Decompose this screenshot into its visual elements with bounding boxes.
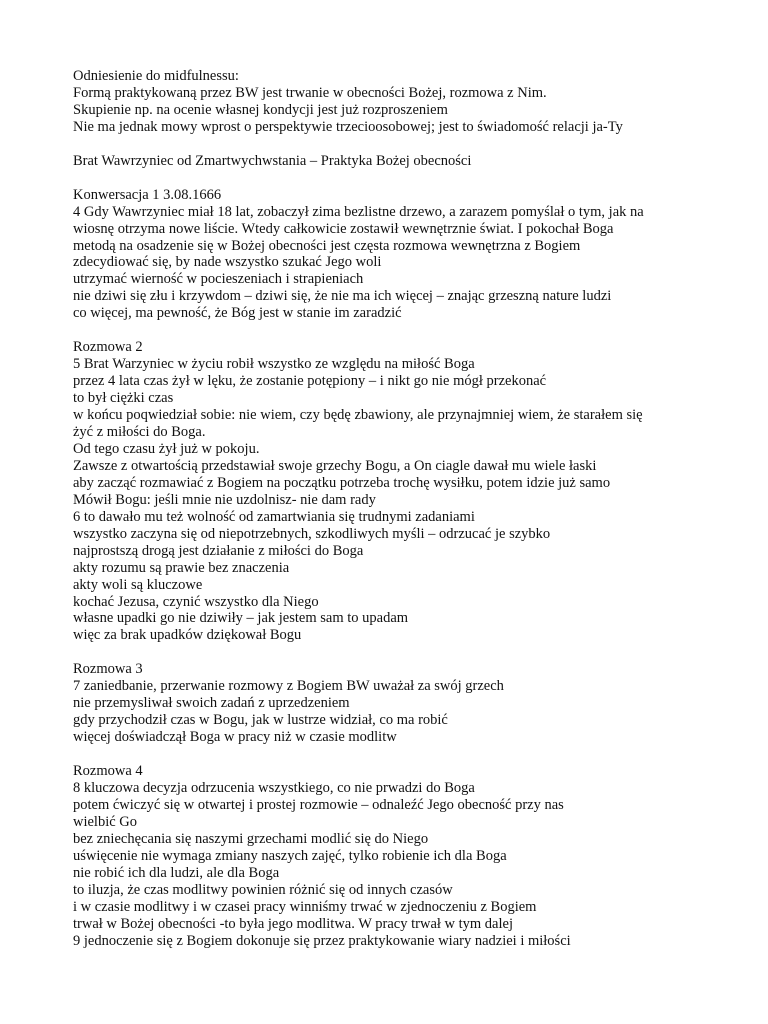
text-line: Zawsze z otwartością przedstawiał swoje grzechy Bogu, a On ciagle dawał mu wiele łaski	[73, 457, 597, 474]
text-line: co więcej, ma pewność, że Bóg jest w stanie im zaradzić	[73, 305, 402, 322]
text-line: Mówił Bogu: jeśli mnie nie uzdolnisz- nie dam rady	[73, 491, 376, 508]
paragraph	[73, 153, 713, 170]
paragraph-first-line: Rozmowa 3	[73, 661, 143, 678]
text-line: własne upadki go nie dziwiły – jak jestem sam to upadam	[73, 610, 409, 627]
text-line: gdy przychodził czas w Bogu, jak w lustrze widział, co ma robić	[73, 712, 448, 729]
text-line: uświęcenie nie wymaga zmiany naszych zajęć, tylko robienie ich dla Boga	[73, 847, 507, 864]
paragraph	[73, 187, 713, 323]
text-line: akty rozumu są prawie bez znaczenia	[73, 559, 290, 576]
text-line: więcej doświadczął Boga w pracy niż w czasie modlitw	[73, 729, 397, 746]
text-line: w końcu poqwiedział sobie: nie wiem, czy będę zbawiony, ale przynajmniej wiem, że starałem się	[73, 407, 643, 424]
text-line: żyć z miłości do Boga.	[73, 423, 206, 440]
paragraph-gap	[73, 746, 713, 763]
paragraph	[73, 763, 713, 949]
text-line: nie dziwi się złu i krzywdom – dziwi się, że nie ma ich więcej – znając grzeszną nature ludzi	[73, 288, 612, 305]
paragraph	[73, 339, 713, 644]
text-line: to był ciężki czas	[73, 390, 174, 407]
paragraph-first-line: Odniesienie do midfulnessu:	[73, 68, 239, 84]
paragraph	[73, 68, 713, 136]
text-line: 6 to dawało mu też wolność od zamartwiania się trudnymi zadaniami	[73, 508, 475, 525]
text-line: nie robić ich dla ludzi, ale dla Boga	[73, 864, 280, 881]
paragraph-gap	[73, 136, 713, 153]
text-line: aby zacząć rozmawiać z Bogiem na początku potrzeba trochę wysiłku, potem idzie już samo	[73, 474, 611, 491]
text-line: trwał w Bożej obecności -to była jego modlitwa. W pracy trwał w tym dalej	[73, 915, 513, 932]
text-line: Nie ma jednak mowy wprost o perspektywie trzecioosobowej; jest to świadomość relacji ja-Ty	[73, 118, 623, 135]
text-line: najprostszą drogą jest działanie z miłości do Boga	[73, 542, 364, 559]
text-line: zdecydiować się, by nade wszystko szukać Jego woli	[73, 254, 382, 271]
paragraph-first-line: Brat Wawrzyniec od Zmartwychwstania – Praktyka Bożej obecności	[73, 152, 472, 169]
text-line: Od tego czasu żył już w pokoju.	[73, 440, 260, 457]
text-line: potem ćwiczyć się w otwartej i prostej rozmowie – odnaleźć Jego obecność przy nas	[73, 796, 564, 813]
text-line: wielbić Go	[73, 813, 138, 830]
text-line: wiosnę otrzyma nowe liście. Wtedy całkowicie zostawił wewnętrznie świat. I pokochał Boga	[73, 220, 614, 237]
paragraph-gap	[73, 644, 713, 661]
text-line: nie przemysliwał swoich zadań z uprzedzeniem	[73, 695, 350, 712]
text-line: 5 Brat Warzyniec w życiu robił wszystko ze względu na miłość Boga	[73, 356, 475, 373]
text-line: wszystko zaczyna się od niepotrzebnych, szkodliwych myśli – odrzucać je szybko	[73, 525, 551, 542]
text-line: to iluzja, że czas modlitwy powinien różnić się od innych czasów	[73, 881, 453, 898]
text-line: 4 Gdy Wawrzyniec miał 18 lat, zobaczył zima bezlistne drzewo, a zarazem pomyślał o tym, jak na	[73, 203, 644, 220]
text-line: więc za brak upadków dziękował Bogu	[73, 627, 302, 644]
text-line: Formą praktykowaną przez BW jest trwanie w obecności Bożej, rozmowa z Nim.	[73, 84, 547, 101]
paragraph-first-line: Rozmowa 2	[73, 339, 143, 356]
text-line: utrzymać wierność w pocieszeniach i strapieniach	[73, 271, 364, 288]
paragraph-first-line: Konwersacja 1 3.08.1666	[73, 186, 222, 203]
text-line: akty woli są kluczowe	[73, 576, 203, 593]
text-line: kochać Jezusa, czynić wszystko dla Niego	[73, 593, 319, 610]
text-line: Skupienie np. na ocenie własnej kondycji jest już rozproszeniem	[73, 101, 448, 118]
text-line: 9 jednoczenie się z Bogiem dokonuje się przez praktykowanie wiary nadziei i miłości	[73, 932, 571, 949]
paragraph-first-line: Rozmowa 4	[73, 763, 143, 779]
paragraph	[73, 661, 713, 746]
text-line: 8 kluczowa decyzja odrzucenia wszystkiego, co nie prwadzi do Boga	[73, 779, 475, 796]
text-line: metodą na osadzenie się w Bożej obecności jest częsta rozmowa wewnętrzna z Bogiem	[73, 237, 581, 254]
document-body	[73, 68, 713, 949]
paragraph-gap	[73, 322, 713, 339]
text-line: i w czasie modlitwy i w czasei pracy winniśmy trwać w zjednoczeniu z Bogiem	[73, 898, 537, 915]
text-line: 7 zaniedbanie, przerwanie rozmowy z Bogiem BW uważał za swój grzech	[73, 678, 504, 695]
paragraph-gap	[73, 170, 713, 187]
text-line: bez zniechęcania się naszymi grzechami modlić się do Niego	[73, 830, 429, 847]
text-line: przez 4 lata czas żył w lęku, że zostanie potępiony – i nikt go nie mógł przekonać	[73, 373, 547, 390]
